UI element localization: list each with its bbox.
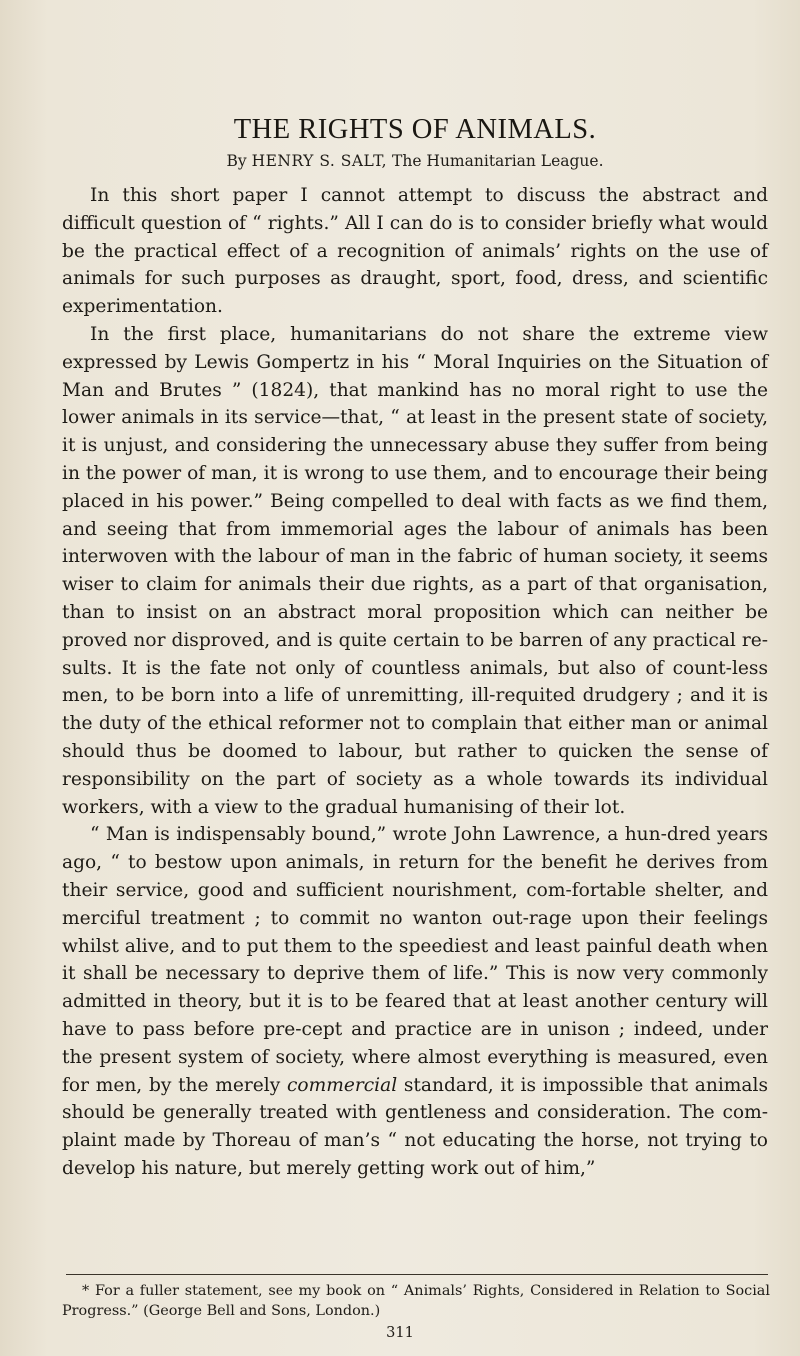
page-number: 311 <box>386 1325 414 1341</box>
article-title: THE RIGHTS OF ANIMALS. <box>233 114 597 145</box>
author-name: HENRY S. SALT, <box>251 152 388 170</box>
paragraph-3 <box>62 821 768 1182</box>
author-affiliation: The Humanitarian League. <box>392 152 604 170</box>
paragraph-1: In this short paper I cannot attempt to discuss the abstract and difficult question of “ rights.” All I can do is to consider briefly what would be the practical effect of a recognition of animals’ rights on the use of animals for such purposes as draught, sport, food, dress, and scientific experimentation. <box>62 185 768 318</box>
byline-prefix: By <box>226 152 247 170</box>
paragraph-3-text: “ Man is indispensably bound,” wrote John Lawrence, a hun-dred years ago, “ to bestow upon animals, in return for the benefit he derives from their service, good and sufficient nourishment, com-fortable shelter, and merciful treatment ; to commit no wanton out-rage upon their feelings whilst alive, and to put them to the speediest and least painful death when it shall be necessary to deprive them of life.” This is now very commonly admitted in theory, but it is to be feared that at least another century will have to pass before pre-cept and practice are in unison ; indeed, under the present system of society, where almost everything is measured, even for men, by the merely <box>62 824 768 1096</box>
article-content <box>62 112 768 1183</box>
article-body <box>62 182 768 1183</box>
footnote-divider <box>66 1274 768 1275</box>
byline <box>62 150 768 172</box>
paragraph-2: In the first place, humanitarians do not share the extreme view expressed by Lewis Gompertz in his “ Moral Inquiries on the Situation of Man and Brutes ” (1824), that mankind has no moral right to use the lower animals in its service—that, “ at least in the present state of society, it is unjust, and considering the unnecessary abuse they suffer from being in the power of man, it is wrong to use them, and to encourage their being placed in his power.” Being compelled to deal with facts as we find them, and seeing that from immemorial ages the labour of animals has been interwoven with the labour of man in the fabric of human society, it seems wiser to claim for animals their due rights, as a part of that organisation, than to insist on an abstract moral proposition which can neither be proved nor disproved, and is quite certain to be barren of any practical re-sults. It is the fate not only of countless animals, but also of count-less men, to be born into a life of unremitting, ill-requited drudgery ; and it is the duty of the ethical reformer not to complain that either man or animal should thus be doomed to labour, but rather to quicken the sense of responsibility on the part of society as a whole towards its individual workers, with a view to the gradual humanising of their lot. <box>62 323 768 818</box>
italic-emphasis: commercial <box>286 1074 398 1096</box>
paragraph-3-tail: standard, it is impossible that animals should be generally treated with gentleness and consideration. The com-plaint made by Thoreau of man’s “ not educating the horse, not trying to develop his nature, but merely getting work out of him,” <box>62 1074 768 1179</box>
footnote: * For a fuller statement, see my book on “ Animals’ Rights, Considered in Relation to Social Progress.” (George Bell and Sons, London.) <box>62 1283 770 1319</box>
